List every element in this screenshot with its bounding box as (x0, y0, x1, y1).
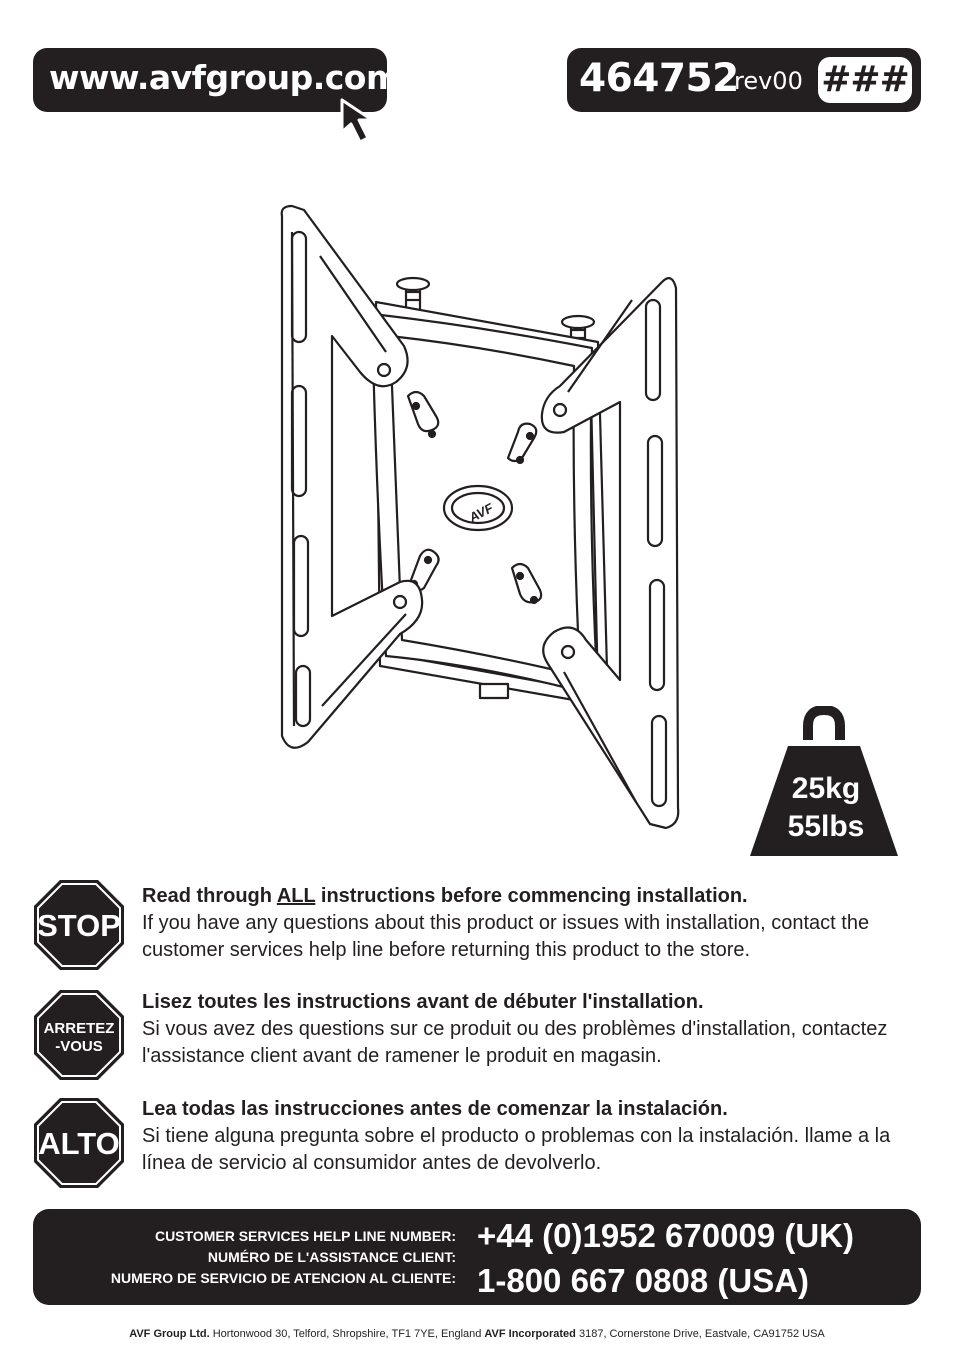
english-heading-emphasis: ALL (276, 885, 316, 907)
helpline-label-es: NUMERO DE SERVICIO DE ATENCION AL CLIENTE: (110, 1270, 456, 1286)
cursor-arrow-icon (338, 96, 386, 146)
arretez-sign-label-2: -VOUS (55, 1038, 103, 1055)
french-body: Si vous avez des questions sur ce produit ou des problèmes d'installation, contactez l'assistance client avant de ramener le produit en magasin. (142, 1018, 888, 1067)
website-banner (33, 48, 400, 112)
english-heading-end: instructions before commencing installation. (315, 885, 748, 907)
helpline-banner (33, 1209, 921, 1305)
alto-sign-label: ALTO (38, 1126, 120, 1161)
model-banner (567, 48, 921, 112)
uk-phone-number[interactable]: +44 (0)1952 670009 (UK) (477, 1217, 854, 1254)
uk-company-address: Hortonwood 30, Telford, Shropshire, TF1 7YE, England (212, 1328, 482, 1340)
stop-sign-label: STOP (37, 908, 121, 943)
spanish-instructions (142, 1096, 932, 1177)
helpline-label-en: CUSTOMER SERVICES HELP LINE NUMBER: (154, 1228, 456, 1244)
uk-company-name: AVF Group Ltd. (129, 1328, 210, 1340)
us-company-name: AVF Incorporated (484, 1328, 576, 1340)
tv-bracket-illustration (268, 196, 688, 836)
weight-lbs: 55lbs (787, 810, 865, 843)
spanish-body: Si tiene alguna pregunta sobre el producto o problemas con la instalación. llame a la línea de servicio al consumidor antes de devolverlo. (142, 1125, 891, 1174)
model-number: 464752 (579, 56, 739, 101)
website-url[interactable]: www.avfgroup.com (49, 58, 400, 97)
helpline-label-fr: NUMÉRO DE L'ASSISTANCE CLIENT: (207, 1249, 456, 1265)
hash-code-box: ### (818, 57, 912, 103)
us-company-address: 3187, Cornerstone Drive, Eastvale, CA91752 USA (578, 1328, 825, 1340)
arretez-sign-icon (33, 989, 125, 1081)
weight-limit-icon (748, 706, 900, 858)
spanish-heading: Lea todas las instrucciones antes de comenzar la instalación. (142, 1098, 728, 1120)
stop-sign-icon (33, 879, 125, 971)
revision-label: rev00 (734, 67, 803, 95)
arretez-sign-label-1: ARRETEZ (43, 1020, 115, 1037)
french-heading: Lisez toutes les instructions avant de débuter l'installation. (142, 991, 704, 1013)
english-heading-start: Read through (142, 885, 277, 907)
helpline-numbers (477, 1213, 854, 1303)
footer-addresses (0, 1328, 954, 1340)
helpline-labels (111, 1226, 456, 1289)
usa-phone-number[interactable]: 1-800 667 0808 (USA) (477, 1262, 810, 1299)
alto-sign-icon (33, 1097, 125, 1189)
english-instructions (142, 883, 932, 964)
english-body: If you have any questions about this product or issues with installation, contact the customer services help line before returning this product to the store. (142, 912, 870, 961)
weight-kg: 25kg (791, 772, 861, 805)
logo-text: AVF (466, 500, 496, 526)
french-instructions (142, 989, 932, 1070)
